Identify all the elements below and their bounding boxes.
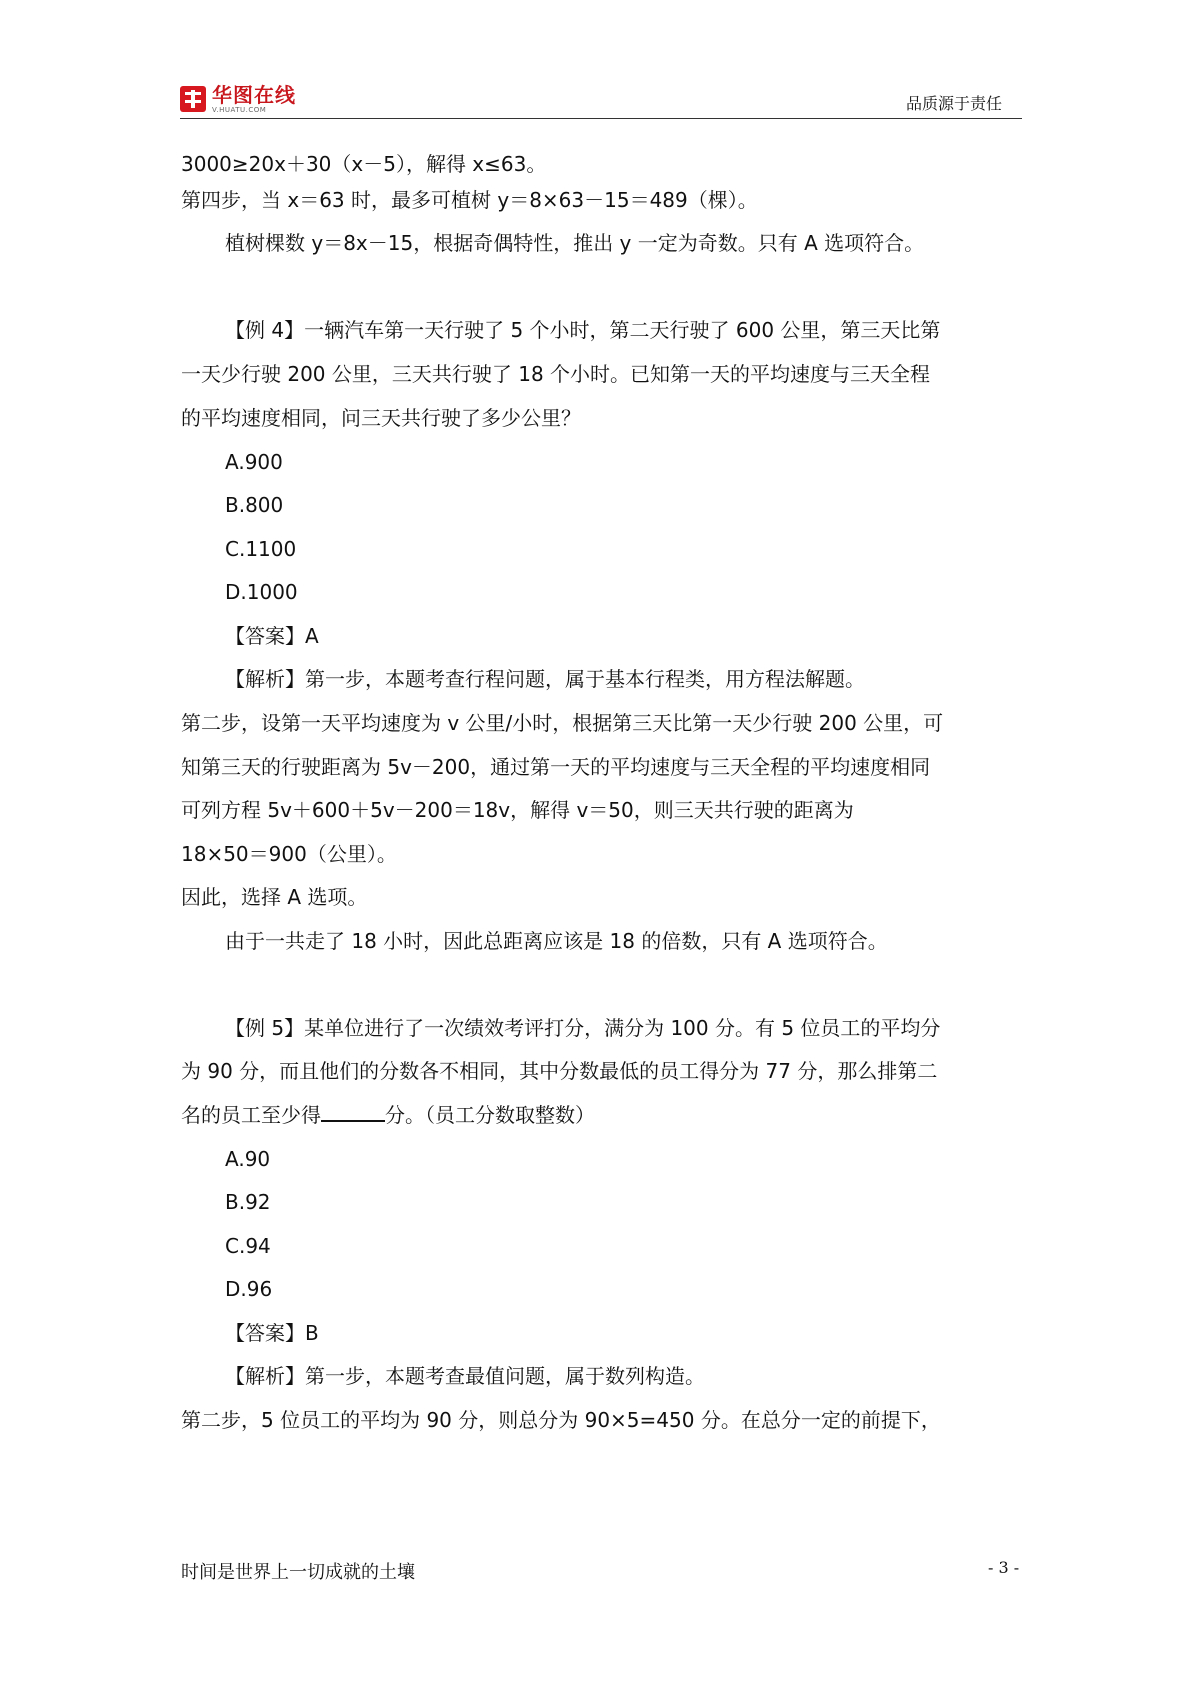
text-fragment: 分。（员工分数取整数）: [385, 1103, 595, 1127]
option-d: D.1000: [225, 580, 298, 604]
analysis: 【解析】第一步，本题考查最值问题，属于数列构造。: [225, 1364, 705, 1388]
answer-blank: [321, 1102, 385, 1122]
text-line: 第二步，5 位员工的平均为 90 分，则总分为 90×5=450 分。在总分一定的前提下，: [181, 1408, 941, 1432]
option-c: C.94: [225, 1234, 271, 1258]
page-header: [180, 84, 1022, 119]
option-b: B.800: [225, 493, 284, 517]
footer-motto: 时间是世界上一切成就的土壤: [181, 1562, 415, 1583]
text-line: 的平均速度相同，问三天共行驶了多少公里？: [181, 406, 581, 430]
text-line: 18×50＝900（公里）。: [181, 842, 397, 866]
page-number: - 3 -: [988, 1558, 1020, 1577]
text-line: 因此，选择 A 选项。: [181, 885, 368, 909]
option-c: C.1100: [225, 537, 297, 561]
analysis: 【解析】第一步，本题考查行程问题，属于基本行程类，用方程法解题。: [225, 667, 865, 691]
text-line: 由于一共走了 18 小时，因此总距离应该是 18 的倍数，只有 A 选项符合。: [225, 929, 888, 953]
text-line: 第四步，当 x＝63 时，最多可植树 y＝8×63－15＝489（棵）。: [181, 188, 758, 212]
question-title: 【例 4】一辆汽车第一天行驶了 5 个小时，第二天行驶了 600 公里，第三天比第: [225, 318, 941, 342]
option-b: B.92: [225, 1190, 271, 1214]
text-line: 第二步，设第一天平均速度为 v 公里/小时，根据第三天比第一天少行驶 200 公里，可: [181, 711, 944, 735]
text-line: 知第三天的行驶距离为 5v－200，通过第一天的平均速度与三天全程的平均速度相同: [181, 755, 931, 779]
huatu-logo: [180, 84, 296, 114]
option-d: D.96: [225, 1277, 273, 1301]
text-line: 植树棵数 y＝8x－15，根据奇偶特性，推出 y 一定为奇数。只有 A 选项符合。: [225, 231, 925, 255]
text-line: 可列方程 5v＋600＋5v－200＝18v，解得 v＝50，则三天共行驶的距离为: [181, 798, 854, 822]
logo-url: V.HUATU.COM: [212, 105, 267, 114]
text-line: 为 90 分，而且他们的分数各不相同，其中分数最低的员工得分为 77 分，那么排第二: [181, 1059, 938, 1083]
text-fragment: 名的员工至少得: [181, 1103, 321, 1127]
answer: 【答案】B: [225, 1321, 319, 1345]
text-line: [181, 1101, 595, 1129]
header-tagline: 品质源于责任: [905, 94, 1002, 113]
logo-wordmark: 华图在线: [212, 82, 296, 107]
text-line: 一天少行驶 200 公里，三天共行驶了 18 个小时。已知第一天的平均速度与三天全程: [181, 362, 931, 386]
answer: 【答案】A: [225, 624, 319, 648]
text-line: 3000≥20x＋30（x－5），解得 x≤63。: [181, 152, 547, 176]
huatu-logo-icon: [180, 86, 206, 112]
option-a: A.90: [225, 1147, 271, 1171]
question-title: 【例 5】某单位进行了一次绩效考评打分，满分为 100 分。有 5 位员工的平均分: [225, 1016, 941, 1040]
option-a: A.900: [225, 450, 283, 474]
